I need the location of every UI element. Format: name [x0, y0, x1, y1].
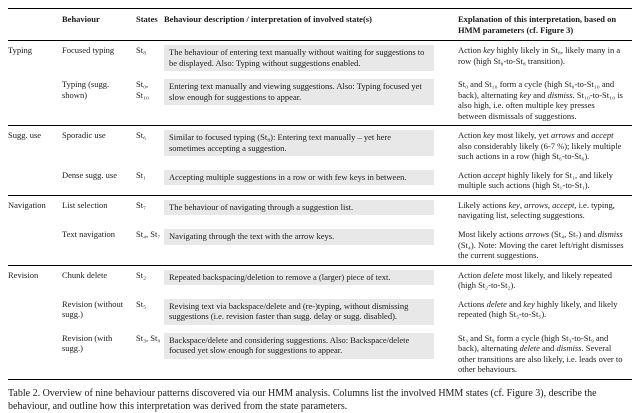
header-row [8, 9, 632, 41]
table-row [8, 75, 632, 126]
states-cell: St₃, St₉ [136, 332, 161, 343]
description-cell [164, 225, 458, 265]
description-text: Similar to focused typing (St₈): Entering text manually – yet here sometimes accepting a suggestion. [164, 130, 434, 156]
states-cell: St₅ [136, 298, 147, 309]
description-cell [164, 126, 458, 166]
explanation-cell: Action key most likely, yet arrows and accept also considerably likely (6-7 %); likely multiple such actions in a row (high St₆-to-St₆). [458, 126, 632, 166]
table-row [8, 225, 632, 265]
behaviour-table [8, 8, 632, 380]
states-cell: St₈ [136, 45, 147, 56]
category-label-revision: Revision [8, 265, 62, 379]
description-cell [164, 166, 458, 196]
states-cell: St₆ [136, 126, 164, 166]
states-cell: St₀, St₁₀ [136, 79, 150, 100]
states-cell: St₇ [136, 195, 164, 225]
col-header-states: States [136, 9, 164, 41]
behaviour-cell: List selection [62, 195, 136, 225]
behaviour-cell: Focused typing [62, 45, 115, 56]
description-cell [164, 195, 458, 225]
description-text: Accepting multiple suggestions in a row or with few keys in between. [164, 170, 434, 186]
explanation-cell: Most likely actions arrows (St₄, St₇) and dismiss (St₄). Note: Moving the caret left/right dismisses the current suggestions. [458, 228, 624, 261]
behaviour-cell: Chunk delete [62, 265, 136, 295]
category-label-navigation: Navigation [8, 195, 62, 265]
behaviour-cell: Typing (sugg. shown) [62, 79, 110, 100]
behaviour-cell: Revision (without sugg.) [62, 298, 124, 320]
states-cell: St₂ [136, 265, 164, 295]
behaviour-cell: Revision (with sugg.) [62, 332, 113, 354]
description-text: Entering text manually and viewing suggestions. Also: Typing focused yet slow enough for suggestions to appear. [164, 79, 434, 105]
explanation-cell: St₀ and St₁₀ form a cycle (high St₀-to-St₁₀ and back), alternating key and dismiss. St₁₀-to-St₁₀ is also high, i.e. often multiple key presses between dismissals of suggestions. [458, 79, 623, 121]
table-row [8, 195, 632, 225]
col-header-category [8, 9, 62, 41]
col-header-explanation: Explanation of this interpretation, based on HMM parameters (cf. Figure 3) [458, 9, 632, 41]
description-text: The behaviour of entering text manually without waiting for suggestions to be displayed. Also: Typing without suggestions enabled. [164, 45, 434, 71]
states-cell: St₁ [136, 169, 147, 180]
explanation-cell: Likely actions key, arrows, accept, i.e. typing, navigating list, selecting suggestions. [458, 195, 632, 225]
description-cell [164, 41, 458, 76]
table-row [8, 265, 632, 295]
description-cell [164, 265, 458, 295]
table-caption: Table 2. Overview of nine behaviour patterns discovered via our HMM analysis. Columns list the involved HMM states (cf. Figure 3), describe the behaviour, and outline how this interpretation was derived from the state parameters. [8, 387, 597, 412]
table-row [8, 295, 632, 329]
description-cell [164, 75, 458, 126]
description-cell [164, 295, 458, 329]
behaviour-cell: Dense sugg. use [62, 169, 118, 180]
explanation-cell: Action key highly likely in St₈, likely many in a row (high St₈-to-St₈ transition). [458, 45, 621, 66]
col-header-behaviour: Behaviour [62, 9, 136, 41]
description-text: Navigating through the text with the arrow keys. [164, 229, 434, 245]
explanation-cell: Action accept highly likely for St₁, and likely multiple such actions (high St₁-to-St₁). [458, 169, 614, 191]
states-cell: St₄, St₇ [136, 228, 161, 239]
description-cell [164, 329, 458, 380]
explanation-cell: St₃ and St₉ form a cycle (high St₃-to-St₉ and back), alternating delete and dismiss. Several other transitions are also likely, i.e. leads over to other behaviours. [458, 332, 623, 375]
table-row [8, 126, 632, 166]
behaviour-cell: Text navigation [62, 228, 115, 239]
explanation-cell: Action delete most likely, and likely repeated (high St₂-to-St₂). [458, 265, 632, 295]
table-row [8, 41, 632, 76]
behaviour-cell: Sporadic use [62, 126, 136, 166]
description-text: Repeated backspacing/deletion to remove a (larger) piece of text. [164, 270, 434, 286]
category-label-typing: Typing [8, 45, 32, 56]
description-text: Revising text via backspace/delete and (re-)typing, without dismissing suggestions (i.e. revision faster than sugg. delay or sugg. disabled). [164, 299, 434, 325]
table-row [8, 329, 632, 380]
category-label-sugg-use: Sugg. use [8, 126, 62, 196]
table-row [8, 166, 632, 196]
col-header-description: Behaviour description / interpretation of involved state(s) [164, 9, 458, 41]
description-text: Backspace/delete and considering suggestions. Also: Backspace/delete focused yet slow enough for suggestions to appear. [164, 333, 434, 359]
description-text: The behaviour of navigating through a suggestion list. [164, 200, 434, 216]
explanation-cell: Actions delete and key highly likely, and likely repeated (high St₅-to-St₅). [458, 298, 618, 320]
